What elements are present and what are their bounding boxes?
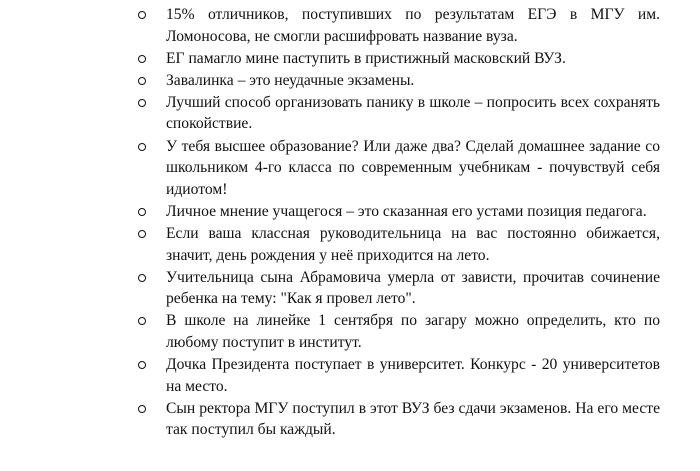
list-item-text: Дочка Президента поступает в университет. Конкурс - 20 университетов на место.: [166, 356, 660, 395]
list-item: [138, 354, 660, 397]
list-item: [138, 48, 660, 70]
list-item: [138, 398, 660, 441]
list-item: [138, 201, 660, 223]
circle-bullet-icon: [138, 317, 146, 325]
list-item-text: Учительница сына Абрамовича умерла от зависти, прочитав сочинение ребенка на тему: "Как я провел лето".: [166, 268, 660, 308]
circle-bullet-icon: [138, 208, 146, 216]
circle-bullet-icon: [138, 230, 146, 238]
list-item-text: Лучший способ организовать панику в школе – попросить всех сохранять спокойствие.: [166, 93, 660, 133]
list-item-text: Завалинка – это неудачные экзамены.: [166, 71, 415, 89]
circle-bullet-icon: [138, 77, 146, 85]
list-item: [138, 70, 660, 92]
list-item: [138, 136, 660, 201]
list-item-text: Личное мнение учащегося – это сказанная его устами позиция педагога.: [166, 202, 647, 220]
list-item: [138, 223, 660, 266]
list-item-text: 15% отличников, поступивших по результатам ЕГЭ в МГУ им. Ломоносова, не смогли расшифровать название вуза.: [166, 6, 660, 45]
list-item-text: Если ваша классная руководительница на вас постоянно обижается, значит, день рождения у неё приходится на лето.: [166, 224, 660, 264]
circle-bullet-icon: [138, 11, 146, 19]
list-item: [138, 4, 660, 47]
list-item: [138, 310, 660, 353]
circle-bullet-icon: [138, 55, 146, 63]
list-item-text: В школе на линейке 1 сентября по загару можно определить, кто по любому поступит в институт.: [166, 312, 660, 351]
list-item-text: Сын ректора МГУ поступил в этот ВУЗ без сдачи экзаменов. На его месте так поступил бы каждый.: [166, 399, 660, 439]
list-item: [138, 267, 660, 310]
list-item: [138, 92, 660, 135]
bullet-list: [138, 4, 660, 441]
circle-bullet-icon: [138, 143, 146, 151]
list-item-text: У тебя высшее образование? Или даже два? Сделай домашнее задание со школьником 4-го класса по современным учебникам - почувствуй себя идиотом!: [166, 137, 660, 198]
circle-bullet-icon: [138, 274, 146, 282]
circle-bullet-icon: [138, 405, 146, 413]
circle-bullet-icon: [138, 361, 146, 369]
list-item-text: ЕГ памагло мине паступить в пристижный масковский ВУЗ.: [166, 49, 566, 67]
circle-bullet-icon: [138, 99, 146, 107]
